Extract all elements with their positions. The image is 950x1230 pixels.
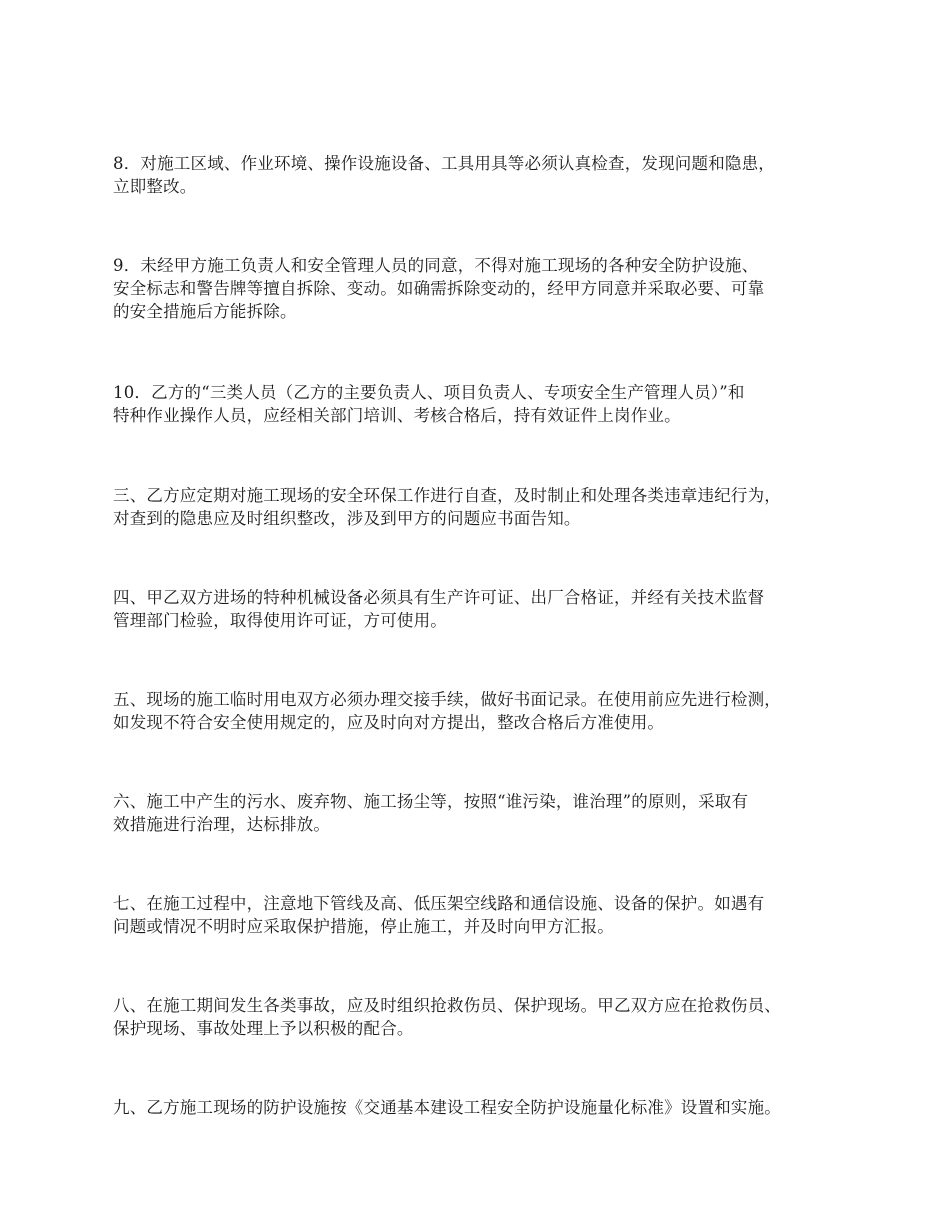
clause-8-line-2: 立即整改。	[113, 177, 197, 196]
section-8-line-2: 保护现场、事故处理上予以积极的配合。	[113, 1019, 414, 1038]
clause-10	[113, 381, 853, 427]
section-5-line-1: 五、现场的施工临时用电双方必须办理交接手续，做好书面记录。在使用前应先进行检测，	[113, 690, 781, 709]
section-6-line-2: 效措施进行治理，达标排放。	[113, 815, 331, 834]
section-3-line-2: 对查到的隐患应及时组织整改，涉及到甲方的问题应书面告知。	[113, 509, 581, 528]
section-9-line-1: 九、乙方施工现场的防护设施按《交通基本建设工程安全防护设施量化标准》设置和实施。	[113, 1098, 781, 1117]
section-7	[113, 892, 853, 938]
clause-9	[113, 254, 853, 323]
section-4-line-2: 管理部门检验，取得使用许可证，方可使用。	[113, 611, 447, 630]
section-5	[113, 688, 853, 734]
section-9	[113, 1096, 853, 1119]
section-4-line-1: 四、甲乙双方进场的特种机械设备必须具有生产许可证、出厂合格证，并经有关技术监督	[113, 588, 765, 607]
section-6-line-1: 六、施工中产生的污水、废弃物、施工扬尘等，按照“谁污染，谁治理”的原则，采取有	[113, 792, 749, 811]
section-8-line-1: 八、在施工期间发生各类事故，应及时组织抢救伤员、保护现场。甲乙双方应在抢救伤员、	[113, 996, 781, 1015]
clause-8-line-1: 8．对施工区域、作业环境、操作设施设备、工具用具等必须认真检查，发现问题和隐患，	[113, 154, 775, 173]
section-7-line-1: 七、在施工过程中，注意地下管线及高、低压架空线路和通信设施、设备的保护。如遇有	[113, 894, 765, 913]
section-5-line-2: 如发现不符合安全使用规定的，应及时向对方提出，整改合格后方准使用。	[113, 713, 665, 732]
section-8	[113, 994, 853, 1040]
clause-9-line-1: 9．未经甲方施工负责人和安全管理人员的同意，不得对施工现场的各种安全防护设施、	[113, 256, 759, 275]
clause-10-line-1: 10．乙方的“三类人员（乙方的主要负责人、项目负责人、专项安全生产管理人员）”和	[113, 383, 745, 402]
section-3	[113, 484, 853, 530]
section-3-line-1: 三、乙方应定期对施工现场的安全环保工作进行自查，及时制止和处理各类违章违纪行为，	[113, 486, 781, 505]
clause-9-line-2: 安全标志和警告牌等擅自拆除、变动。如确需拆除变动的，经甲方同意并采取必要、可靠	[113, 279, 765, 298]
clause-10-line-2: 特种作业操作人员，应经相关部门培训、考核合格后，持有效证件上岗作业。	[113, 406, 681, 425]
clause-9-line-3: 的安全措施后方能拆除。	[113, 302, 297, 321]
clause-8	[113, 152, 853, 198]
section-4	[113, 586, 853, 632]
section-6	[113, 790, 853, 836]
section-7-line-2: 问题或情况不明时应采取保护措施，停止施工，并及时向甲方汇报。	[113, 917, 614, 936]
